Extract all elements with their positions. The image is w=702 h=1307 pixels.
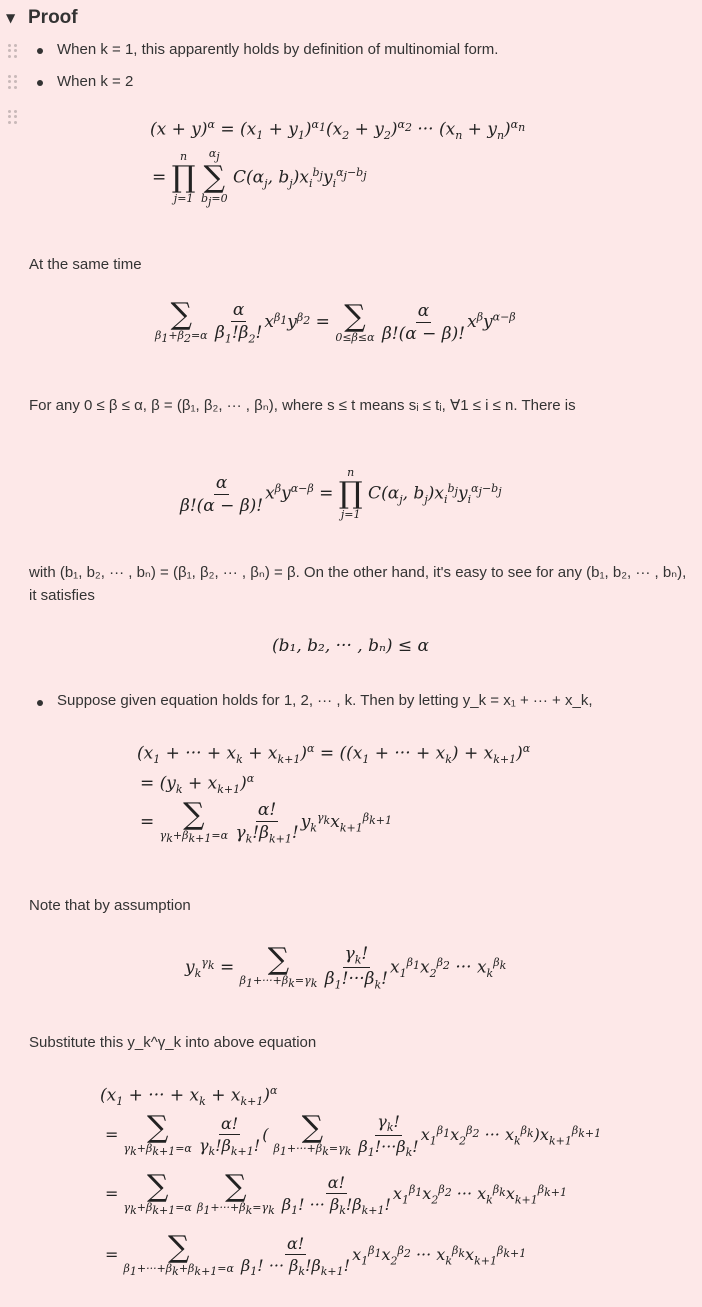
bullet-icon <box>37 48 43 54</box>
proof-heading[interactable] <box>6 6 78 30</box>
paragraph: Note that by assumption <box>29 897 191 914</box>
equation-1-line-2: = n ∏ j=1 $\alpha_j$ ∑ $b_j=0$ $C(\alpha_j$, $b_j)x_i^{b_j}y_i^{\alpha_j-b_j}$ <box>152 147 367 209</box>
bullet-icon <box>37 80 43 86</box>
bullet-icon <box>37 700 43 706</box>
equation-1-line-1: $(x + y)^\alpha = (x_1 + y_1)^{\alpha_1}(x_2 + y_2)^{\alpha_2}$ ··· $(x_n + y_n)^{\alpha_n}$ <box>150 118 526 143</box>
equation-7-line-3: = ∑ $\gamma_k+\beta_{k+1}=\alpha$ ∑ $\beta_1+\cdot\cdot\cdot+\beta_k=\gamma_k$ $\frac{\alpha!}{\beta_1! \cdot\cdot\cdot \beta_k!\beta_{k+1}!}$ $x_1^{\beta_1}x_2^{\beta_2}$ ··· $x_k^{\beta_k}x_{k+1}^{\beta_{k+1}}$ <box>105 1169 568 1218</box>
heading-title: Proof <box>28 7 78 28</box>
drag-handle-icon[interactable] <box>8 110 20 124</box>
drag-handle-icon[interactable] <box>8 44 20 58</box>
equation-5-line-1: ($x_1$ + ··· + $x_k + x_{k+1})^\alpha = ((x_1$ + ··· + $x_k) + x_{k+1})^\alpha$ <box>137 742 531 767</box>
equation-7-line-4: = ∑ $\beta_1+\cdot\cdot\cdot+\beta_k+\beta_{k+1}=\alpha$ $\frac{\alpha!}{\beta_1! \cdot\cdot\cdot \beta_k!\beta_{k+1}!}$ $x_1^{\beta_1}x_2^{\beta_2}$ ··· $x_k^{\beta_k}x_{k+1}^{\beta_{k+1}}$ <box>105 1230 527 1279</box>
equation-5-line-3: = ∑ $\gamma_k+\beta_{k+1}=\alpha$ $\frac{\alpha!}{\gamma_k!\beta_{k+1}!}$ $y_k^{\gamma_k}x_{k+1}^{\beta_{k+1}}$ <box>140 797 392 846</box>
list-item: When k = 2 <box>57 73 134 90</box>
paragraph: Substitute this y_k^γ_k into above equation <box>29 1034 317 1051</box>
list-item: Suppose given equation holds for 1, 2, ··· , k. Then by letting y_k = x₁ + ··· + x_k, <box>57 692 593 709</box>
equation-5-line-2: = $(y_k + x_{k+1})^\alpha$ <box>140 772 255 797</box>
equation-7-line-1: ($x_1$ + ··· + $x_k + x_{k+1})^\alpha$ <box>100 1084 278 1109</box>
paragraph: For any 0 ≤ β ≤ α, β = (β₁, β₂, ··· , βₙ), where s ≤ t means sᵢ ≤ tᵢ, ∀1 ≤ i ≤ n. There is <box>29 397 576 414</box>
equation-4: (b₁, b₂, ··· , bₙ) ≤ α <box>272 636 430 656</box>
drag-handle-icon[interactable] <box>8 75 20 89</box>
equation-2: ∑ $\beta_1+\beta_2=\alpha$ $\frac{\alpha}{\beta_1!\beta_2!}$ $x^{\beta_1}y^{\beta_2}$ = ∑ 0≤β≤α $\frac{\alpha}{\beta!(\alpha - \beta)!}$ $x^\beta y^{\alpha-\beta}$ <box>155 297 516 346</box>
collapse-triangle-icon[interactable]: ▼ <box>6 11 16 25</box>
equation-6: $y_k^{\gamma_k}$ = ∑ $\beta_1+\cdot\cdot\cdot+\beta_k=\gamma_k$ $\frac{\gamma_k!}{\beta_1!\cdot\cdot\cdot\beta_k!}$ $x_1^{\beta_1}x_2^{\beta_2}$ ··· $x_k^{\beta_k}$ <box>185 942 507 992</box>
list-item: When k = 1, this apparently holds by definition of multinomial form. <box>57 41 499 58</box>
equation-3: $\frac{\alpha}{\beta!(\alpha - \beta)!}$ $x^\beta y^{\alpha-\beta}$ = n ∏ j=1 $C(\alpha_j$, $b_j)x_i^{b_j}y_i^{\alpha_j-b_j}$ <box>180 466 502 521</box>
paragraph: with (b₁, b₂, ··· , bₙ) = (β₁, β₂, ··· , βₙ) = β. On the other hand, it's easy to see for any (b₁, b₂, ··· , bₙ), it satisfies <box>29 564 687 604</box>
paragraph: At the same time <box>29 256 142 273</box>
equation-7-line-2: = ∑ $\gamma_k+\beta_{k+1}=\alpha$ $\frac{\alpha!}{\gamma_k!\beta_{k+1}!}$ ( ∑ $\beta_1+\cdot\cdot\cdot+\beta_k=\gamma_k$ $\frac{\gamma_k!}{\beta_1!\cdot\cdot\cdot\beta_k!}$ $x_1^{\beta_1}x_2^{\beta_2}$ ··· $x_k^{\beta_k})x_{k+1}^{\beta_{k+1}}$ <box>105 1110 602 1160</box>
